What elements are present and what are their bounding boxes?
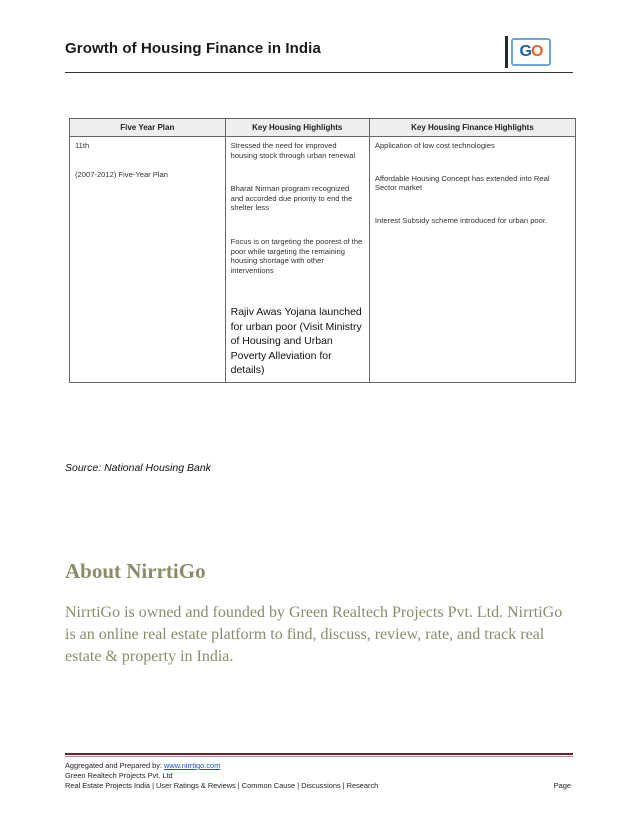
housing-highlights-cell (225, 137, 369, 383)
finance-highlights-cell (369, 137, 575, 383)
header-key-housing-highlights: Key Housing Highlights (225, 119, 369, 137)
finance-highlight-3: Interest Subsidy scheme introduced for urban poor. (374, 215, 548, 225)
plan-name: 11th (75, 141, 90, 150)
logo-letter-o: O (531, 43, 543, 60)
table-row (70, 137, 576, 383)
logo-divider (505, 36, 508, 68)
page-footer (65, 761, 573, 791)
page-number-label: Page (553, 781, 571, 790)
footer-tagline: Real Estate Projects India | User Ratings & Reviews | Common Cause | Discussions | Research (65, 781, 379, 790)
housing-highlight-2: Bharat Nirman program recognized and accorded due priority to end the shelter less (230, 184, 353, 213)
plan-period: (2007-2012) Five-Year Plan (75, 169, 169, 179)
header-divider (65, 72, 573, 73)
finance-highlight-1: Application of low cost technologies (374, 141, 495, 150)
finance-highlight-2: Affordable Housing Concept has extended into Real Sector market (374, 173, 550, 193)
housing-highlight-3: Focus is on targeting the poorest of the poor while targeting the remaining housing shortage with other interventions (230, 236, 363, 275)
about-paragraph: NirrtiGo is owned and founded by Green Realtech Projects Pvt. Ltd. NirrtiGo is an online real estate platform to find, discuss, review, rate, and track real estate & property in India. (65, 604, 563, 665)
footer-credit-prefix: Aggregated and Prepared by: (65, 761, 165, 770)
document-title: Growth of Housing Finance in India (65, 40, 321, 57)
housing-plan-table (69, 118, 576, 383)
source-note: Source: National Housing Bank (65, 462, 211, 474)
housing-highlight-1: Stressed the need for improved housing stock through urban renewal (230, 141, 356, 160)
table-header-row (70, 119, 576, 137)
footer-company: Green Realtech Projects Pvt. Ltd (65, 771, 173, 780)
logo-letter-g: G (519, 43, 531, 60)
header-five-year-plan: Five Year Plan (70, 119, 226, 137)
footer-divider-secondary (65, 756, 573, 757)
footer-credit-line (65, 761, 573, 771)
nirrtigo-logo-icon (511, 38, 551, 66)
footer-divider (65, 753, 573, 755)
housing-highlight-4: Rajiv Awas Yojana launched for urban poor (Visit Ministry of Housing and Urban Poverty Alleviation for details) (230, 306, 362, 377)
about-heading: About NirrtiGo (65, 559, 206, 583)
footer-tagline-line (65, 781, 573, 791)
header-key-housing-finance-highlights: Key Housing Finance Highlights (369, 119, 575, 137)
footer-website-link[interactable]: www.nirrtigo.com (164, 761, 221, 770)
plan-cell (70, 137, 226, 383)
